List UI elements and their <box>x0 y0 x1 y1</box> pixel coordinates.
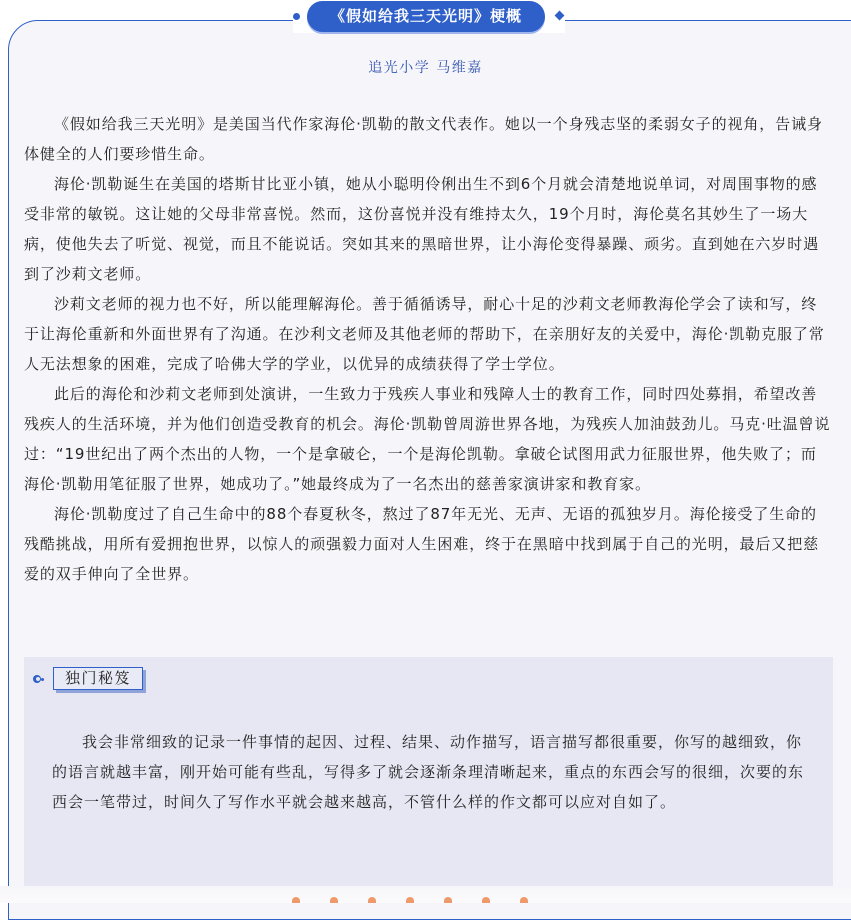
author-line: 追光小学 马维嘉 <box>368 60 483 76</box>
diamond-icon <box>555 11 565 21</box>
article-body <box>24 109 832 589</box>
article-paragraph: 沙莉文老师的视力也不好，所以能理解海伦。善于循循诱导，耐心十足的沙莉文老师教海伦学会了读和写，终于让海伦重新和外面世界有了沟通。在沙利文老师及其他老师的帮助下，在亲朋好友的关爱中，海伦·凯勒克服了常人无法想象的困难，完成了哈佛大学的学业，以优异的成绩获得了学士学位。 <box>24 295 825 373</box>
article-paragraph: 海伦·凯勒度过了自己生命中的88个春夏秋冬，熬过了87年无光、无声、无语的孤独岁月。海伦接受了生命的残酷挑战，用所有爱拥抱世界，以惊人的顽强毅力面对人生困难，终于在黑暗中找到属于自己的光明，最后又把慈爱的双手伸向了全世界。 <box>24 505 820 583</box>
article-paragraph: 此后的海伦和沙莉文老师到处演讲，一生致力于残疾人事业和残障人士的教育工作，同时四处募捐，希望改善残疾人的生活环境，并为他们创造受教育的机会。海伦·凯勒曾周游世界各地，为残疾人加油鼓劲儿。马克·吐温曾说过：“19世纪出了两个杰出的人物，一个是拿破仑，一个是海伦凯勒。拿破仑试图用武力征服世界，他失败了；而海伦·凯勒用笔征服了世界，她成功了。”她最终成为了一名杰出的慈善家演讲家和教育家。 <box>24 385 831 493</box>
bullet-icon <box>33 675 45 683</box>
tips-label: 独门秘笈 <box>53 667 143 690</box>
dot-icon <box>293 13 300 20</box>
page-title: 《假如给我三天光明》梗概 <box>307 1 545 32</box>
tips-text: 我会非常细致的记录一件事情的起因、过程、结果、动作描写，语言描写都很重要，你写的越细致，你的语言就越丰富，刚开始可能有些乱，写得多了就会逐渐条理清晰起来，重点的东西会写的很细，次要的东西会一笔带过，时间久了写作水平就会越来越高，不管什么样的作文都可以应对自如了。 <box>52 733 805 811</box>
decoration-icon <box>292 897 528 903</box>
tips-box <box>24 657 833 886</box>
article-paragraph: 《假如给我三天光明》是美国当代作家海伦·凯勒的散文代表作。她以一个身残志坚的柔弱女子的视角，告诫身体健全的人们要珍惜生命。 <box>24 115 823 163</box>
title-banner <box>293 0 565 33</box>
article-paragraph: 海伦·凯勒诞生在美国的塔斯甘比亚小镇，她从小聪明伶俐出生不到6个月就会清楚地说单词，对周围事物的感受非常的敏锐。这让她的父母非常喜悦。然而，这份喜悦并没有维持太久，19个月时，海伦莫名其妙生了一场大病，使他失去了听觉、视觉，而且不能说话。突如其来的黑暗世界，让小海伦变得暴躁、顽劣。直到她在六岁时遇到了沙莉文老师。 <box>24 175 820 283</box>
